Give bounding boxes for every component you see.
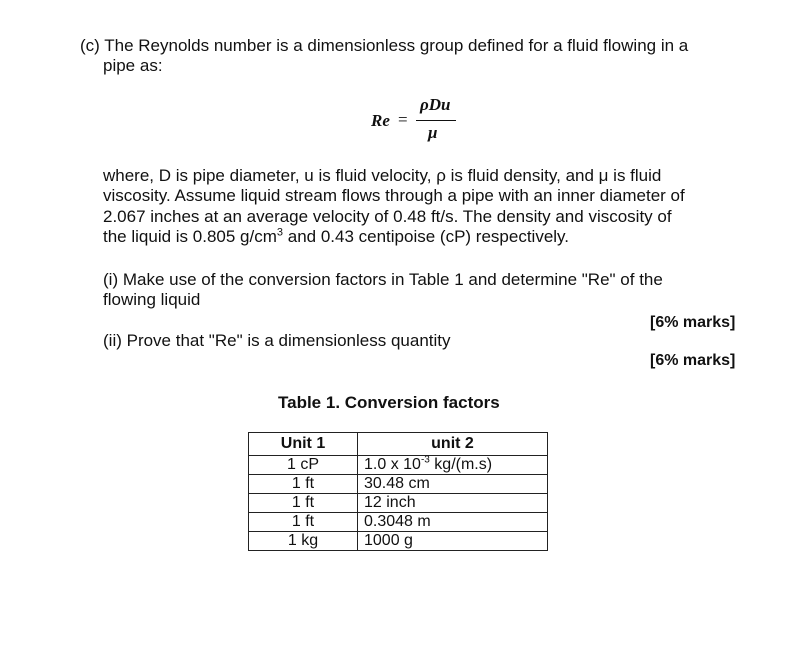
formula-numerator: ρDu [420, 95, 451, 114]
table-row [249, 456, 548, 475]
intro-line-1: (c) The Reynolds number is a dimensionless group defined for a fluid flowing in a [80, 36, 689, 55]
table-caption: Table 1. Conversion factors [278, 393, 500, 412]
part-i-line-1: (i) Make use of the conversion factors in Table 1 and determine "Re" of the [103, 270, 663, 289]
cubed-superscript: 3 [276, 226, 284, 239]
cell-unit-2: 1000 g [358, 532, 548, 551]
cell-unit-1: 1 cP [249, 456, 358, 475]
cell-unit-2-rest: kg/(m.s) [429, 456, 493, 473]
exponent-superscript: -3 [420, 454, 430, 466]
formula-equals: = [398, 110, 408, 129]
cell-unit-1: 1 kg [249, 532, 358, 551]
where-line-3: 2.067 inches at an average velocity of 0.48 ft/s. The density and viscosity of [103, 207, 672, 226]
cell-unit-2-base: 1.0 x 10 [364, 456, 421, 473]
formula-denominator: μ [428, 123, 438, 142]
table-header-row [249, 433, 548, 456]
table-row [249, 532, 548, 551]
part-ii-marks: [6% marks] [650, 352, 736, 369]
part-i-marks: [6% marks] [650, 314, 736, 331]
cell-unit-1: 1 ft [249, 513, 358, 532]
conversion-table [248, 432, 548, 551]
where-line-1: where, D is pipe diameter, u is fluid velocity, ρ is fluid density, and μ is fluid [103, 166, 662, 185]
cell-unit-1: 1 ft [249, 494, 358, 513]
header-unit-2: unit 2 [358, 433, 548, 456]
table-row [249, 513, 548, 532]
formula-lhs: Re [371, 111, 390, 130]
cell-unit-2: 0.3048 m [358, 513, 548, 532]
cell-unit-2: 30.48 cm [358, 475, 548, 494]
table-row [249, 475, 548, 494]
where-line-4-before: the liquid is 0.805 g/cm [103, 227, 277, 246]
where-line-4 [103, 227, 569, 247]
cell-unit-2 [358, 456, 548, 475]
part-ii-text: (ii) Prove that "Re" is a dimensionless quantity [103, 331, 451, 350]
fraction-bar [416, 120, 456, 121]
part-i-line-2: flowing liquid [103, 290, 201, 309]
cell-unit-1: 1 ft [249, 475, 358, 494]
where-line-2: viscosity. Assume liquid stream flows through a pipe with an inner diameter of [103, 186, 685, 205]
header-unit-1: Unit 1 [249, 433, 358, 456]
intro-line-2: pipe as: [103, 56, 163, 75]
cell-unit-2: 12 inch [358, 494, 548, 513]
where-line-4-after: and 0.43 centipoise (cP) respectively. [283, 227, 570, 246]
table-row [249, 494, 548, 513]
